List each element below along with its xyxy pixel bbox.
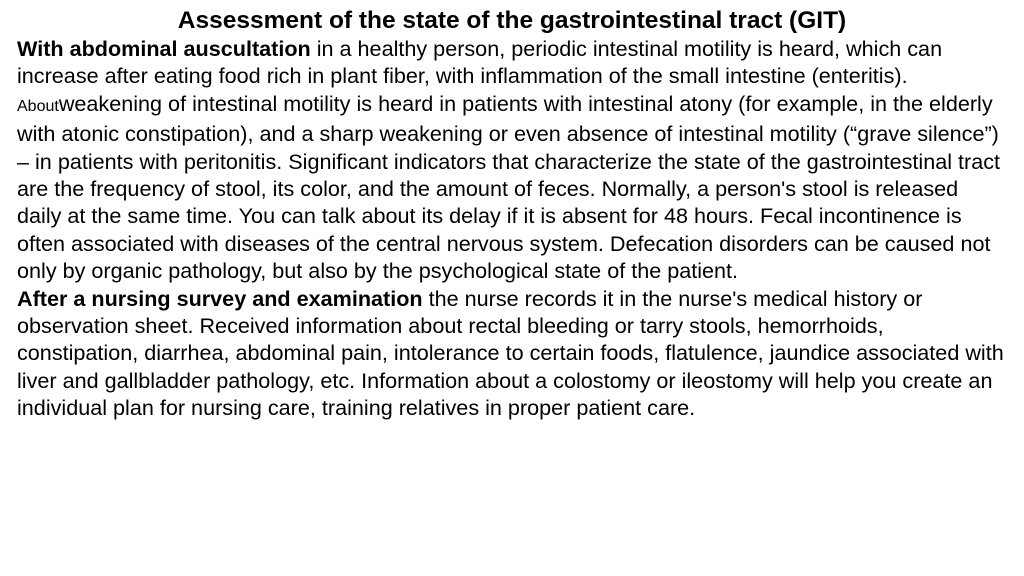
paragraph-auscultation [17, 35, 1007, 285]
paragraph-small-word: About [17, 97, 59, 115]
slide [17, 6, 1007, 422]
paragraph-text: the nurse records it in the nurse's medical history or observation sheet. Received information about rectal bleeding or tarry stools, hemorrhoids, constipation, diarrhea, abdominal pain, intolerance to certain foods, flatulence, jaundice associated with liver and gallbladder pathology, etc. Information about a colostomy or ileostomy will help you create an individual plan for nursing care, training relatives in proper patient care. [17, 285, 1004, 421]
paragraph-text: in a healthy person, periodic intestinal motility is heard, which can increase after eating food rich in plant fiber, with inflammation of the small intestine (enteritis). [17, 36, 943, 89]
slide-title: Assessment of the state of the gastrointestinal tract (GIT) [177, 7, 847, 34]
paragraph-nursing-survey [17, 285, 1007, 422]
paragraph-text: weakening of intestinal motility is heard in patients with intestinal atony (for example, in the elderly with atonic constipation), and a sharp weakening or even absence of intestinal motility (“grave silence”) – in patients with peritonitis. Significant indicators that characterize the state of the gastrointestinal tract are the frequency of stool, its color, and the amount of feces. Normally, a person's stool is released daily at the same time. You can talk about its delay if it is absent for 48 hours. Fecal incontinence is often associated with diseases of the central nervous system. Defecation disorders can be caused not only by organic pathology, but also by the psychological state of the patient. [17, 90, 1001, 284]
paragraph-lead-nursing-survey: After a nursing survey and examination [17, 285, 423, 311]
paragraph-lead-auscultation: With abdominal auscultation [17, 36, 311, 61]
